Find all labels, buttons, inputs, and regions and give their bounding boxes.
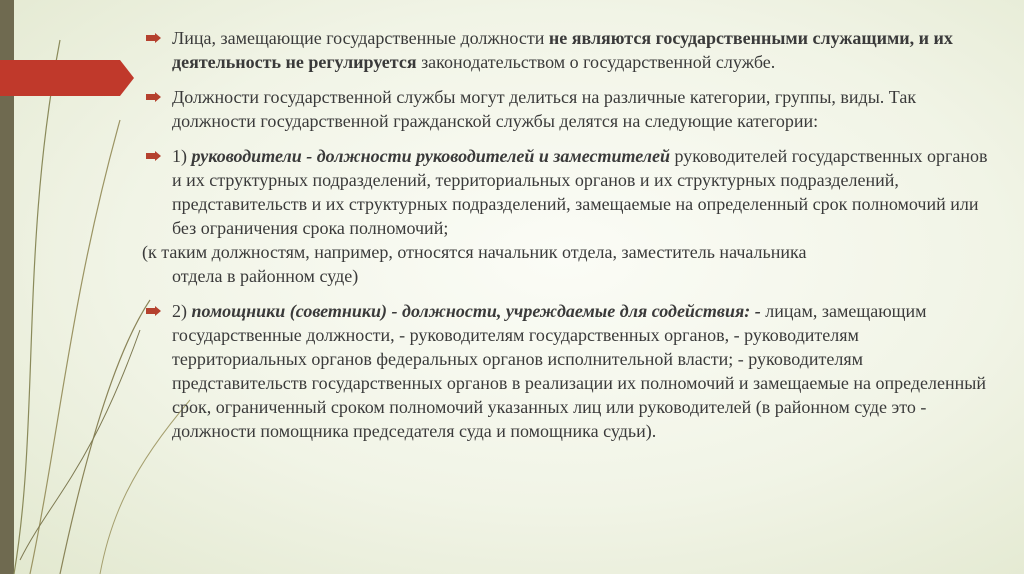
- bullet-3: [142, 144, 996, 288]
- bullet-4-term: помощники (советники) - должности, учреждаемые для содействия: -: [191, 301, 761, 321]
- bullet-3-text: руководителей государственных органов и их структурных подразделений, территориальных органов и их структурных подразделений, представительств и их структурных подразделений, замещаемые на определенный срок полномочий или без ограничения срока полномочий;: [172, 146, 988, 238]
- bullet-3-example: (к таким должностям, например, относятся начальник отдела, заместитель начальника: [142, 242, 807, 262]
- bullet-3-number: 1): [172, 146, 192, 166]
- bullet-3-example-end: отдела в районном суде): [172, 266, 359, 286]
- slide-content: [142, 26, 996, 454]
- bullet-3-term: руководители - должности руководителей и заместителей: [191, 146, 670, 166]
- accent-tab: [0, 0, 160, 110]
- bullet-4-number: 2): [172, 301, 192, 321]
- bullet-4: [146, 299, 996, 443]
- bullet-1-text: Лица, замещающие государственные должности: [172, 28, 549, 48]
- bullet-1-bold: не являются государственными служащими, и их деятельность не регулируется: [172, 28, 953, 72]
- bullet-2: [146, 85, 996, 133]
- bullet-1-text-end: законодательством о государственной службе.: [416, 52, 776, 72]
- bullet-1: [146, 26, 996, 74]
- arrow-bullet-icon: [146, 306, 161, 316]
- arrow-bullet-icon: [146, 33, 161, 43]
- bullet-2-text: Должности государственной службы могут делиться на различные категории, группы, виды. Так должности государственной гражданской службы делятся на следующие категории:: [172, 87, 917, 131]
- arrow-bullet-icon: [146, 92, 161, 102]
- bullet-4-text: лицам, замещающим государственные должности, - руководителям государственных органов, - руководителям территориальных органов федеральных органов исполнительной власти; - руководителям представительств государственных органов в реализации их полномочий и замещаемые на определенный срок, ограниченный сроком полномочий указанных лиц или руководителей (в районном суде это - должности помощника председателя суда и помощника судьи).: [172, 301, 986, 441]
- arrow-bullet-icon: [146, 151, 161, 161]
